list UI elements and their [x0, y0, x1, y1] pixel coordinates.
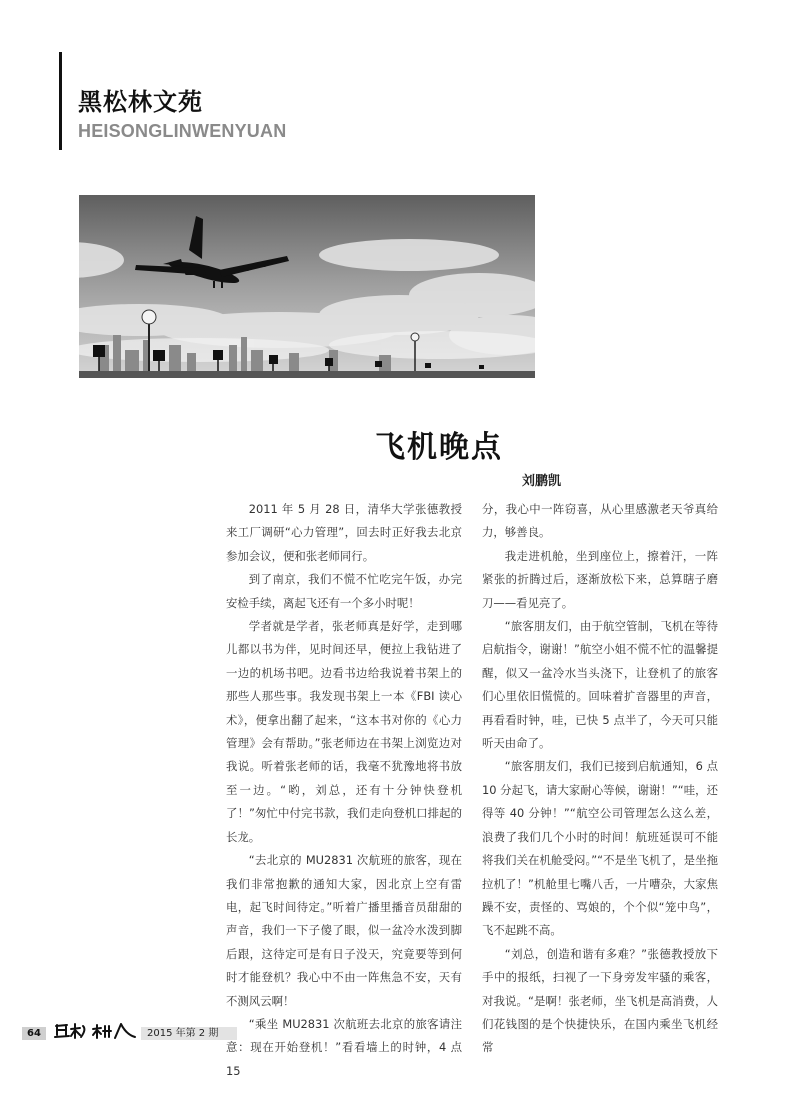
paragraph: 学者就是学者，张老师真是好学，走到哪儿都以书为伴，见时间还早，便拉上我钻进了一边的机场书吧。边看书边给我说着书架上的那些人那些事。我发现书架上一本《FBI 读心术》，便拿出翻了起来，“这本书对你的《心力管理》会有帮助。”张老师边在书架上浏览边对我说。听着张老师的话，我毫不犹豫地将书放至一边。“哟，刘总，还有十分钟快登机了！”匆忙中付完书款，我们走向登机口排起的长龙。	[226, 619, 462, 844]
section-subtitle: HEISONGLINWENYUAN	[78, 121, 287, 141]
article-left-column	[226, 498, 462, 1083]
section-bar	[59, 52, 62, 150]
article-title: 飞机晚点	[375, 430, 503, 465]
paragraph: “旅客朋友们，我们已接到启航通知，6 点 10 分起飞，请大家耐心等候，谢谢！”“哇，还得等 40 分钟！”“航空公司管理怎么这么差，浪费了我们几个小时的时间！航班延误可不能将我们关在机舱受闷。”“不是坐飞机了，是坐拖拉机了！”机舱里七嘴八舌，一片嘈杂，大家焦躁不安，责怪的、骂娘的，个个似“笼中鸟”，飞不起跳不高。	[482, 759, 718, 938]
paragraph: 2011 年 5 月 28 日，清华大学张德教授来工厂调研“心力管理”，回去时正好我去北京参加会议，便和张老师同行。	[226, 502, 462, 563]
issue-label: 2015 年第 2 期	[141, 1027, 237, 1040]
hero-image	[79, 195, 535, 378]
paragraph: “去北京的 MU2831 次航班的旅客，现在我们非常抱歉的通知大家，因北京上空有雷电，起飞时间待定。”听着广播里播音员甜甜的声音，我们一下子傻了眼，似一盆冷水泼到脚后跟，这待定可是有日子没天，究竟要等到何时才能登机？我心中不由一阵焦急不安，天有不测风云啊！	[226, 853, 462, 1008]
paragraph: “乘坐 MU2831 次航班去北京的旅客请注意：现在开始登机！”看看墙上的时钟，4 点 15	[226, 1016, 462, 1078]
article-author: 刘鹏凯	[522, 474, 562, 489]
paragraph: “刘总，创造和谐有多难？”张德教授放下手中的报纸，扫视了一下身旁发牢骚的乘客，对我说。“是啊！张老师，坐飞机是高消费，人们花钱图的是个快捷快乐，在国内乘坐飞机经常	[482, 946, 718, 1055]
paragraph: 我走进机舱，坐到座位上，擦着汗，一阵紧张的折腾过后，逐渐放松下来，总算瞎子磨刀——看见亮了。	[482, 548, 718, 610]
airplane-illustration	[79, 195, 535, 378]
paragraph-continued: 分，我心中一阵窃喜，从心里感激老天爷真给力，够善良。	[482, 502, 718, 540]
paragraph: “旅客朋友们，由于航空管制，飞机在等待启航指令，谢谢！”航空小姐不慌不忙的温馨提醒，似又一盆冷水当头浇下，让登机了的旅客们心里依旧慌慌的。回味着扩音器里的声音，再看看时钟，哇，已快 5 点半了，今天可只能听天由命了。	[482, 619, 718, 751]
section-title: 黑松林文苑	[78, 88, 203, 116]
page-number: 64	[22, 1027, 46, 1040]
paragraph: 到了南京，我们不慌不忙吃完午饭，办完安检手续，离起飞还有一个多小时呢！	[226, 572, 462, 610]
magazine-logo-icon	[53, 1021, 137, 1041]
article-right-column	[482, 498, 718, 1060]
